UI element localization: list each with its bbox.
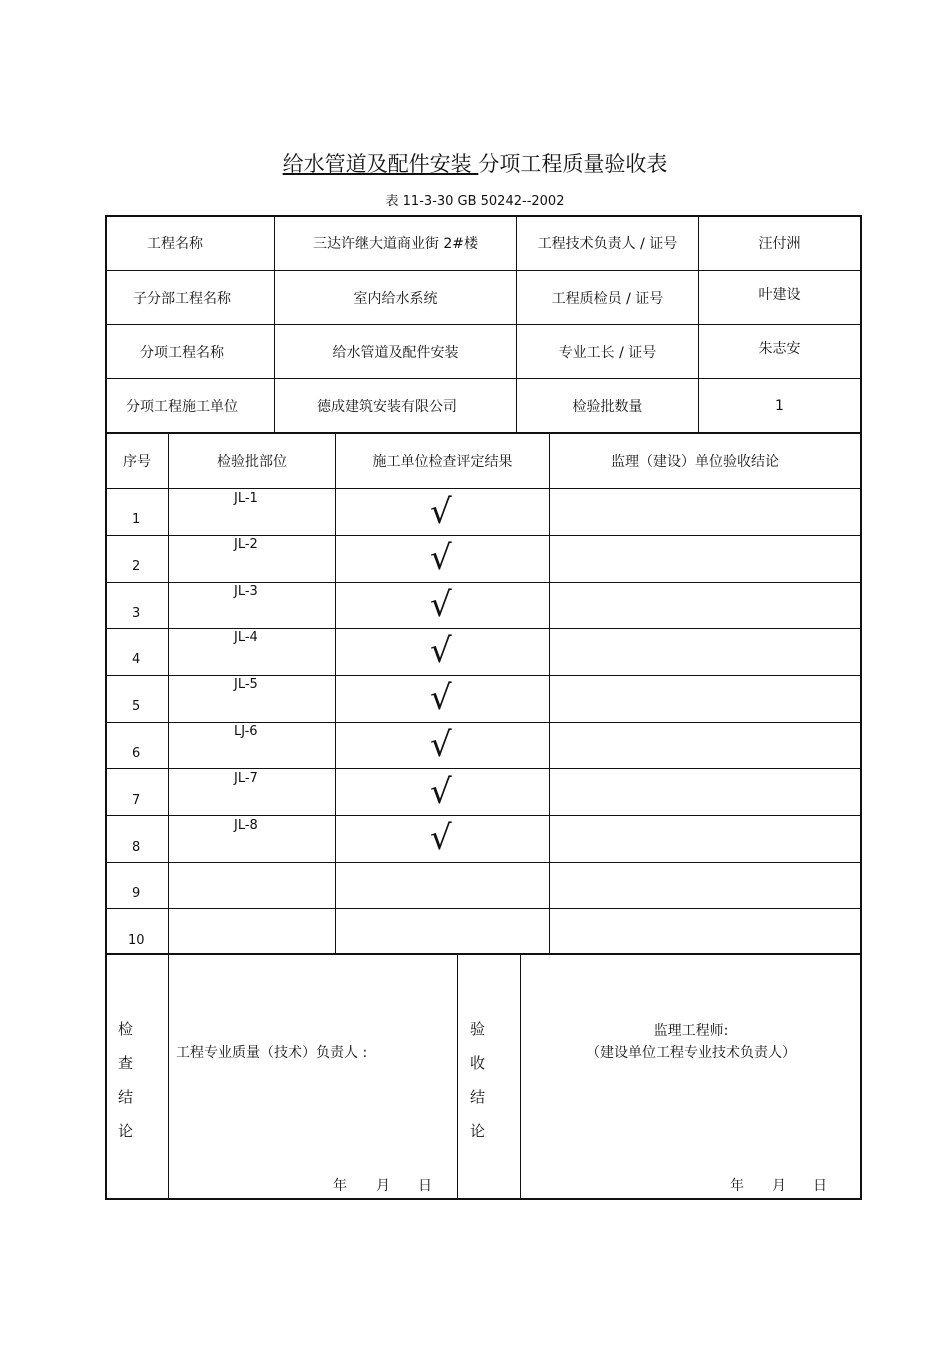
col-batch-location: 检验批部位: [217, 454, 287, 470]
project-name-label: 工程名称: [147, 236, 203, 252]
tech-lead-value: 汪付洲: [758, 236, 801, 252]
foreman-label: 专业工长 / 证号: [558, 344, 657, 361]
check-char-3: 结: [118, 1088, 134, 1106]
row-line-2: [105, 582, 862, 583]
row-code: JL-2: [234, 537, 258, 552]
accept-char-4: 论: [470, 1122, 486, 1140]
row-seq: 8: [132, 840, 141, 855]
title-rest: 分项工程质量验收表: [478, 152, 668, 176]
project-name-value: 三达许继大道商业街 2#楼: [312, 236, 479, 252]
quality-inspector-label: 工程质检员 / 证号: [551, 290, 664, 307]
row-line-4: [105, 675, 862, 676]
check-mark-icon: √: [430, 538, 452, 578]
check-mark-icon: √: [430, 772, 452, 812]
row-code: JL-5: [234, 677, 258, 692]
batch-count-value: 1: [775, 397, 784, 414]
form-title: [0, 148, 950, 178]
sub-division-value: 室内给水系统: [353, 290, 438, 307]
sub-item-value: 给水管道及配件安装: [332, 344, 459, 361]
check-mark-icon: √: [430, 818, 452, 858]
construction-unit-label: 分项工程施工单位: [126, 398, 238, 415]
row-code: JL-3: [234, 584, 258, 599]
check-char-1: 检: [118, 1020, 134, 1038]
row-line-7: [105, 815, 862, 816]
check-mark-icon: √: [430, 678, 452, 718]
check-date-year: 年: [333, 1178, 347, 1194]
accept-date-year: 年: [730, 1178, 744, 1194]
row-seq: 5: [132, 699, 141, 714]
v-line-f1: [168, 954, 169, 1199]
form-subtitle: 表 11-3-30 GB 50242--2002: [385, 194, 565, 209]
v-line-d2: [335, 433, 336, 954]
v-line-d1: [168, 433, 169, 954]
row-line-8: [105, 862, 862, 863]
row-seq: 1: [132, 512, 141, 527]
title-underlined: 给水管道及配件安装: [282, 152, 479, 176]
supervisor-sub-label: （建设单位工程专业技术负责人）: [586, 1045, 796, 1061]
check-person-label: 工程专业质量（技术）负责人 :: [176, 1045, 368, 1061]
row-line-6: [105, 768, 862, 769]
row-seq: 2: [132, 559, 141, 574]
tech-lead-label: 工程技术负责人 / 证号: [537, 236, 678, 252]
check-mark-icon: √: [430, 585, 452, 625]
row-line-10: [105, 953, 862, 955]
col-supervision-conclusion: 监理（建设）单位验收结论: [611, 454, 779, 470]
row-seq: 7: [132, 793, 141, 808]
v-line-f3: [520, 954, 521, 1199]
check-mark-icon: √: [430, 492, 452, 532]
accept-char-1: 验: [470, 1020, 486, 1038]
col-construction-result: 施工单位检查评定结果: [372, 454, 513, 470]
row-code: JL-7: [234, 771, 258, 786]
foreman-value: 朱志安: [758, 341, 801, 357]
accept-char-2: 收: [470, 1054, 486, 1072]
row-seq: 3: [132, 606, 141, 621]
row-seq: 9: [132, 886, 141, 901]
v-line-f2: [457, 954, 458, 1199]
construction-unit-value: 德成建筑安装有限公司: [317, 398, 457, 415]
check-char-2: 查: [118, 1054, 134, 1072]
batch-count-label: 检验批数量: [572, 398, 643, 415]
row-seq: 6: [132, 746, 141, 761]
check-date-day: 日: [418, 1178, 432, 1194]
sub-item-label: 分项工程名称: [140, 344, 224, 361]
sub-division-label: 子分部工程名称: [133, 290, 231, 307]
v-line-d3: [549, 433, 550, 954]
check-mark-icon: √: [430, 631, 452, 671]
accept-date-month: 月: [772, 1178, 786, 1194]
row-code: JL-1: [234, 491, 258, 506]
quality-inspector-value: 叶建设: [758, 287, 801, 303]
row-seq: 4: [132, 652, 141, 667]
row-line-1: [105, 535, 862, 536]
row-seq: 10: [128, 933, 145, 948]
col-seq: 序号: [123, 454, 151, 470]
row-code: LJ-6: [234, 724, 258, 739]
accept-date-day: 日: [813, 1178, 827, 1194]
supervisor-label: 监理工程师:: [653, 1023, 729, 1039]
row-code: JL-4: [234, 630, 258, 645]
detail-header-bottom: [105, 488, 862, 489]
check-char-4: 论: [118, 1122, 134, 1140]
check-date-month: 月: [376, 1178, 390, 1194]
row-line-9: [105, 908, 862, 909]
row-line-5: [105, 722, 862, 723]
row-line-3: [105, 628, 862, 629]
row-code: JL-8: [234, 818, 258, 833]
accept-char-3: 结: [470, 1088, 486, 1106]
check-mark-icon: √: [430, 725, 452, 765]
